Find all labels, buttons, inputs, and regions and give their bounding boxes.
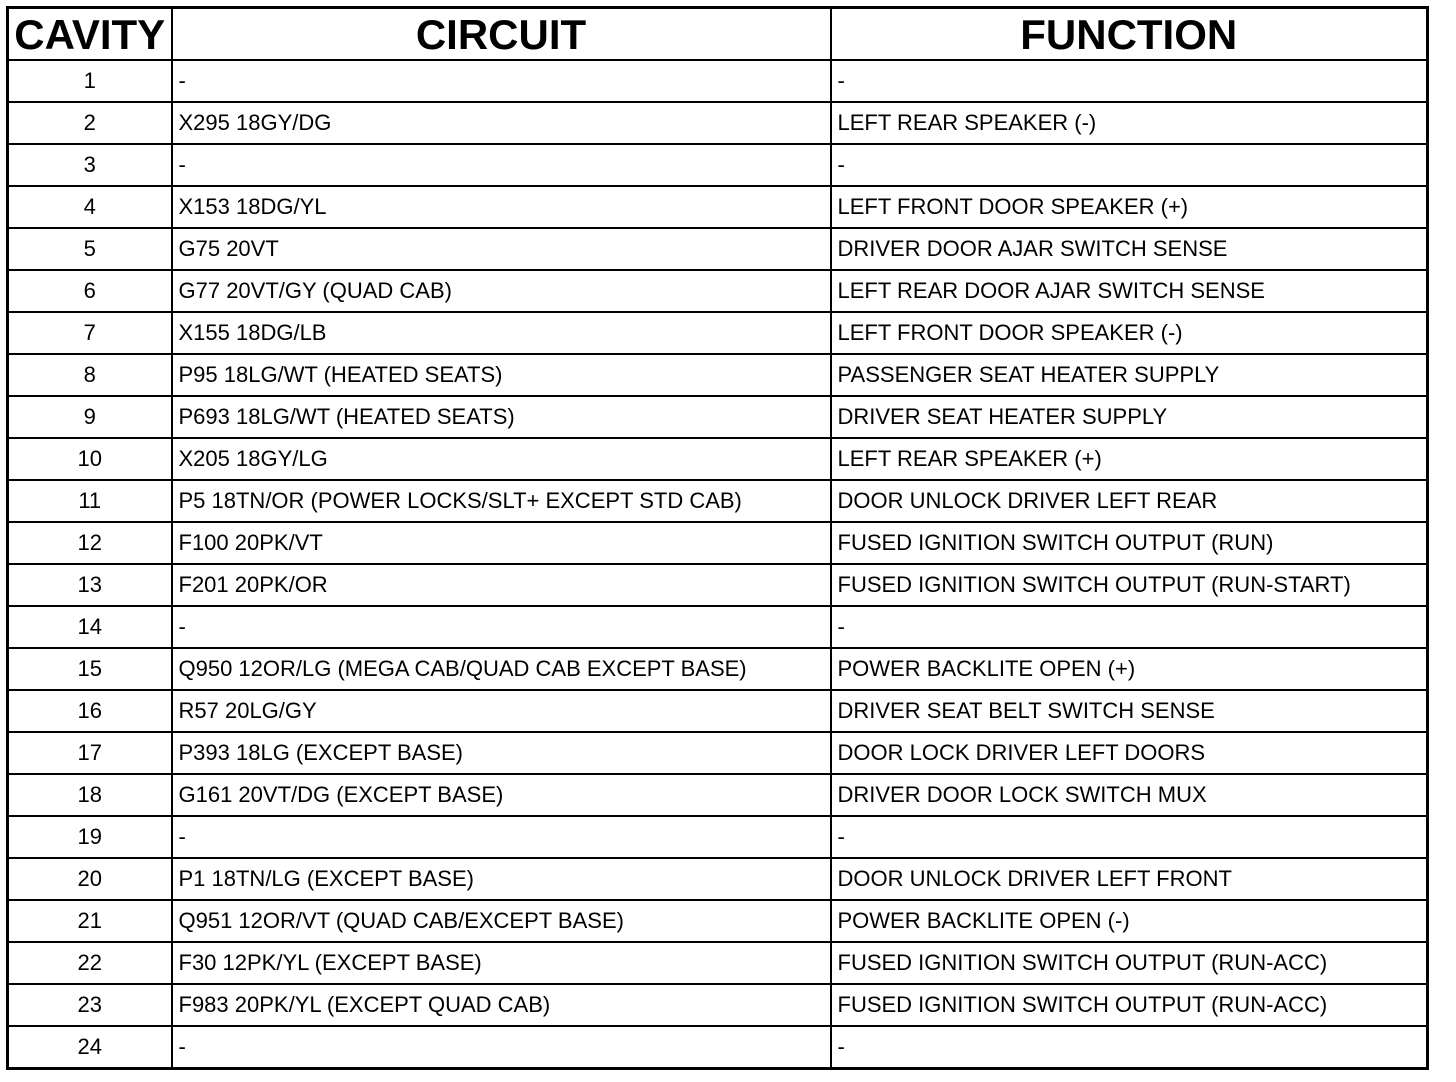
table-row xyxy=(8,60,1428,102)
table-row xyxy=(8,354,1428,396)
table-row xyxy=(8,816,1428,858)
cavity-cell: 22 xyxy=(8,942,172,984)
header-cavity: CAVITY xyxy=(8,8,172,61)
table-row xyxy=(8,228,1428,270)
table-row xyxy=(8,858,1428,900)
function-cell: FUSED IGNITION SWITCH OUTPUT (RUN-ACC) xyxy=(831,984,1428,1026)
cavity-cell: 9 xyxy=(8,396,172,438)
cavity-cell: 24 xyxy=(8,1026,172,1069)
function-cell: - xyxy=(831,144,1428,186)
function-cell: - xyxy=(831,606,1428,648)
cavity-cell: 16 xyxy=(8,690,172,732)
circuit-cell: Q950 12OR/LG (MEGA CAB/QUAD CAB EXCEPT BASE) xyxy=(172,648,831,690)
cavity-cell: 4 xyxy=(8,186,172,228)
circuit-cell: - xyxy=(172,816,831,858)
table-row xyxy=(8,144,1428,186)
circuit-cell: R57 20LG/GY xyxy=(172,690,831,732)
cavity-cell: 5 xyxy=(8,228,172,270)
table-row xyxy=(8,270,1428,312)
circuit-cell: X155 18DG/LB xyxy=(172,312,831,354)
table-row xyxy=(8,1026,1428,1069)
table-row xyxy=(8,690,1428,732)
function-cell: FUSED IGNITION SWITCH OUTPUT (RUN-ACC) xyxy=(831,942,1428,984)
function-cell: DRIVER DOOR LOCK SWITCH MUX xyxy=(831,774,1428,816)
circuit-cell: P95 18LG/WT (HEATED SEATS) xyxy=(172,354,831,396)
cavity-cell: 1 xyxy=(8,60,172,102)
table-row xyxy=(8,186,1428,228)
circuit-cell: P693 18LG/WT (HEATED SEATS) xyxy=(172,396,831,438)
function-cell: POWER BACKLITE OPEN (+) xyxy=(831,648,1428,690)
cavity-cell: 12 xyxy=(8,522,172,564)
function-cell: LEFT REAR SPEAKER (+) xyxy=(831,438,1428,480)
header-row xyxy=(8,8,1428,61)
cavity-cell: 21 xyxy=(8,900,172,942)
function-cell: DRIVER SEAT BELT SWITCH SENSE xyxy=(831,690,1428,732)
cavity-cell: 18 xyxy=(8,774,172,816)
function-cell: DRIVER SEAT HEATER SUPPLY xyxy=(831,396,1428,438)
table-row xyxy=(8,312,1428,354)
circuit-cell: Q951 12OR/VT (QUAD CAB/EXCEPT BASE) xyxy=(172,900,831,942)
table-header xyxy=(8,8,1428,61)
table-body xyxy=(8,60,1428,1069)
cavity-cell: 20 xyxy=(8,858,172,900)
circuit-cell: F201 20PK/OR xyxy=(172,564,831,606)
cavity-cell: 2 xyxy=(8,102,172,144)
circuit-cell: - xyxy=(172,606,831,648)
table-row xyxy=(8,480,1428,522)
function-cell: - xyxy=(831,816,1428,858)
function-cell: LEFT REAR DOOR AJAR SWITCH SENSE xyxy=(831,270,1428,312)
circuit-cell: P393 18LG (EXCEPT BASE) xyxy=(172,732,831,774)
circuit-cell: - xyxy=(172,1026,831,1069)
function-cell: LEFT FRONT DOOR SPEAKER (+) xyxy=(831,186,1428,228)
circuit-cell: - xyxy=(172,60,831,102)
table-row xyxy=(8,438,1428,480)
cavity-cell: 10 xyxy=(8,438,172,480)
table-row xyxy=(8,522,1428,564)
circuit-cell: G161 20VT/DG (EXCEPT BASE) xyxy=(172,774,831,816)
header-circuit: CIRCUIT xyxy=(172,8,831,61)
function-cell: DOOR UNLOCK DRIVER LEFT REAR xyxy=(831,480,1428,522)
cavity-cell: 6 xyxy=(8,270,172,312)
cavity-cell: 14 xyxy=(8,606,172,648)
cavity-cell: 11 xyxy=(8,480,172,522)
table-row xyxy=(8,648,1428,690)
circuit-cell: F983 20PK/YL (EXCEPT QUAD CAB) xyxy=(172,984,831,1026)
function-cell: - xyxy=(831,60,1428,102)
function-cell: DOOR UNLOCK DRIVER LEFT FRONT xyxy=(831,858,1428,900)
table-row xyxy=(8,942,1428,984)
table-row xyxy=(8,564,1428,606)
circuit-cell: P5 18TN/OR (POWER LOCKS/SLT+ EXCEPT STD CAB) xyxy=(172,480,831,522)
table-row xyxy=(8,774,1428,816)
cavity-cell: 17 xyxy=(8,732,172,774)
function-cell: DOOR LOCK DRIVER LEFT DOORS xyxy=(831,732,1428,774)
circuit-cell: G75 20VT xyxy=(172,228,831,270)
cavity-cell: 3 xyxy=(8,144,172,186)
table-row xyxy=(8,900,1428,942)
function-cell: DRIVER DOOR AJAR SWITCH SENSE xyxy=(831,228,1428,270)
circuit-cell: X153 18DG/YL xyxy=(172,186,831,228)
function-cell: LEFT REAR SPEAKER (-) xyxy=(831,102,1428,144)
circuit-cell: G77 20VT/GY (QUAD CAB) xyxy=(172,270,831,312)
cavity-cell: 15 xyxy=(8,648,172,690)
cavity-cell: 13 xyxy=(8,564,172,606)
table-row xyxy=(8,396,1428,438)
cavity-cell: 7 xyxy=(8,312,172,354)
circuit-cell: F100 20PK/VT xyxy=(172,522,831,564)
function-cell: FUSED IGNITION SWITCH OUTPUT (RUN) xyxy=(831,522,1428,564)
header-function: FUNCTION xyxy=(831,8,1428,61)
circuit-cell: X205 18GY/LG xyxy=(172,438,831,480)
function-cell: POWER BACKLITE OPEN (-) xyxy=(831,900,1428,942)
cavity-cell: 23 xyxy=(8,984,172,1026)
circuit-cell: - xyxy=(172,144,831,186)
connector-pinout-table xyxy=(6,6,1429,1070)
connector-pinout-table-container xyxy=(6,6,1426,1076)
cavity-cell: 8 xyxy=(8,354,172,396)
table-row xyxy=(8,606,1428,648)
function-cell: PASSENGER SEAT HEATER SUPPLY xyxy=(831,354,1428,396)
function-cell: FUSED IGNITION SWITCH OUTPUT (RUN-START) xyxy=(831,564,1428,606)
circuit-cell: F30 12PK/YL (EXCEPT BASE) xyxy=(172,942,831,984)
function-cell: - xyxy=(831,1026,1428,1069)
table-row xyxy=(8,732,1428,774)
table-row xyxy=(8,984,1428,1026)
circuit-cell: P1 18TN/LG (EXCEPT BASE) xyxy=(172,858,831,900)
circuit-cell: X295 18GY/DG xyxy=(172,102,831,144)
table-row xyxy=(8,102,1428,144)
function-cell: LEFT FRONT DOOR SPEAKER (-) xyxy=(831,312,1428,354)
cavity-cell: 19 xyxy=(8,816,172,858)
